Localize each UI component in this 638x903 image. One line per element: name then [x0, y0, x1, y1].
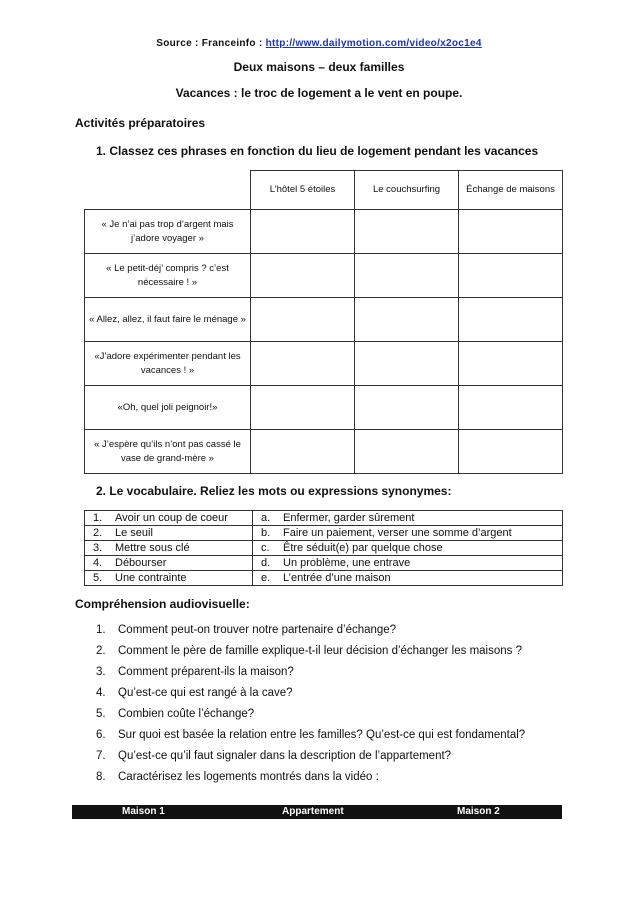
table-row: [85, 556, 563, 571]
phrase-cell: « Le petit-déj’ compris ? c’est nécessaire ! »: [85, 254, 251, 298]
exercise1-heading: 1. Classez ces phrases en fonction du lieu de logement pendant les vacances: [96, 144, 539, 158]
question-list: [96, 620, 525, 788]
table-row: [85, 511, 563, 526]
vocab-term: Le seuil: [115, 527, 153, 539]
housing-header-bar: [72, 805, 562, 819]
list-item: [96, 725, 525, 746]
question-number: 2.: [96, 645, 106, 657]
item-number: 3.: [93, 542, 103, 554]
item-letter: b.: [261, 527, 271, 539]
phrase-cell: « Je n’ai pas trop d’argent mais j’adore voyager »: [85, 210, 251, 254]
question-number: 8.: [96, 771, 106, 783]
list-item: [96, 620, 525, 641]
question-text: Comment peut-on trouver notre partenaire d’échange?: [118, 624, 397, 636]
item-number: 1.: [93, 512, 103, 524]
bar-label-apartment: Appartement: [282, 806, 344, 817]
answer-cell[interactable]: [459, 210, 563, 254]
exercise2-heading: 2. Le vocabulaire. Reliez les mots ou expressions synonymes:: [96, 484, 452, 498]
question-text: Caractérisez les logements montrés dans la vidéo :: [118, 771, 379, 783]
phrase-cell: «Oh, quel joli peignoir!»: [85, 386, 251, 430]
question-number: 7.: [96, 750, 106, 762]
question-text: Comment le père de famille explique-t-il leur décision d’échanger les maisons ?: [118, 645, 522, 657]
vocab-definition: Être séduit(e) par quelque chose: [283, 542, 443, 554]
answer-cell[interactable]: [251, 210, 355, 254]
vocab-definition: Enfermer, garder sûrement: [283, 512, 415, 524]
item-letter: c.: [261, 542, 270, 554]
question-text: Qu’est-ce qu’il faut signaler dans la description de l’appartement?: [118, 750, 452, 762]
table-row: [85, 254, 563, 298]
item-number: 5.: [93, 572, 103, 584]
answer-cell[interactable]: [355, 386, 459, 430]
list-item: [96, 641, 525, 662]
column-header-hotel: L’hôtel 5 étoiles: [251, 171, 355, 210]
column-header-home-exchange: Échange de maisons: [459, 171, 563, 210]
phrase-cell: « Allez, allez, il faut faire le ménage »: [85, 298, 251, 342]
question-text: Combien coûte l’échange?: [118, 708, 255, 720]
classification-table: [84, 170, 563, 474]
vocab-term: Avoir un coup de coeur: [115, 512, 228, 524]
answer-cell[interactable]: [459, 254, 563, 298]
question-text: Comment préparent-ils la maison?: [118, 666, 294, 678]
bar-label-house-2: Maison 2: [457, 806, 500, 817]
item-number: 4.: [93, 557, 103, 569]
list-item: [96, 746, 525, 767]
vocab-left-cell: [85, 571, 253, 586]
answer-cell[interactable]: [459, 386, 563, 430]
answer-cell[interactable]: [251, 342, 355, 386]
vocab-left-cell: [85, 511, 253, 526]
table-header-empty: [85, 171, 251, 210]
vocabulary-table: [84, 510, 563, 586]
answer-cell[interactable]: [355, 298, 459, 342]
answer-cell[interactable]: [459, 298, 563, 342]
document-title: Deux maisons – deux familles: [233, 60, 405, 74]
phrase-cell: «J’adore expérimenter pendant les vacances ! »: [85, 342, 251, 386]
vocab-definition: L’entrée d’une maison: [283, 572, 391, 584]
list-item: [96, 767, 525, 788]
table-header-row: [85, 171, 563, 210]
vocab-left-cell: [85, 526, 253, 541]
vocab-left-cell: [85, 541, 253, 556]
source-label: Source : Franceinfo :: [156, 38, 266, 49]
answer-cell[interactable]: [251, 298, 355, 342]
section-heading-preparatory: Activités préparatoires: [75, 116, 206, 130]
column-header-couchsurfing: Le couchsurfing: [355, 171, 459, 210]
source-link[interactable]: http://www.dailymotion.com/video/x2oc1e4: [265, 38, 482, 49]
vocab-right-cell: [253, 526, 563, 541]
question-number: 3.: [96, 666, 106, 678]
list-item: [96, 683, 525, 704]
bar-label-house-1: Maison 1: [122, 806, 165, 817]
vocab-right-cell: [253, 541, 563, 556]
table-row: [85, 298, 563, 342]
vocab-right-cell: [253, 571, 563, 586]
vocab-definition: Faire un paiement, verser une somme d’argent: [283, 527, 512, 539]
table-row: [85, 526, 563, 541]
question-text: Qu’est-ce qui est rangé à la cave?: [118, 687, 293, 699]
item-letter: e.: [261, 572, 271, 584]
question-text: Sur quoi est basée la relation entre les familles? Qu’est-ce qui est fondamental?: [118, 729, 526, 741]
table-row: [85, 210, 563, 254]
vocab-right-cell: [253, 511, 563, 526]
answer-cell[interactable]: [355, 254, 459, 298]
answer-cell[interactable]: [355, 430, 459, 474]
question-number: 1.: [96, 624, 106, 636]
table-row: [85, 342, 563, 386]
list-item: [96, 704, 525, 725]
question-number: 6.: [96, 729, 106, 741]
vocab-right-cell: [253, 556, 563, 571]
vocab-definition: Un problème, une entrave: [283, 557, 411, 569]
source-line: [0, 38, 638, 49]
answer-cell[interactable]: [459, 342, 563, 386]
table-row: [85, 386, 563, 430]
phrase-cell: « J’espère qu’ils n’ont pas cassé le vase de grand-mère »: [85, 430, 251, 474]
document-subtitle: Vacances : le troc de logement a le vent en poupe.: [175, 86, 463, 100]
vocab-term: Une contrainte: [115, 572, 187, 584]
answer-cell[interactable]: [355, 342, 459, 386]
answer-cell[interactable]: [251, 430, 355, 474]
vocab-left-cell: [85, 556, 253, 571]
question-number: 5.: [96, 708, 106, 720]
item-letter: d.: [261, 557, 271, 569]
item-number: 2.: [93, 527, 103, 539]
section-heading-comprehension: Compréhension audiovisuelle:: [75, 597, 250, 611]
vocab-term: Mettre sous clé: [115, 542, 190, 554]
table-row: [85, 571, 563, 586]
table-row: [85, 541, 563, 556]
answer-cell[interactable]: [355, 210, 459, 254]
table-row: [85, 430, 563, 474]
list-item: [96, 662, 525, 683]
answer-cell[interactable]: [251, 254, 355, 298]
answer-cell[interactable]: [459, 430, 563, 474]
question-number: 4.: [96, 687, 106, 699]
item-letter: a.: [261, 512, 271, 524]
vocab-term: Débourser: [115, 557, 167, 569]
answer-cell[interactable]: [251, 386, 355, 430]
